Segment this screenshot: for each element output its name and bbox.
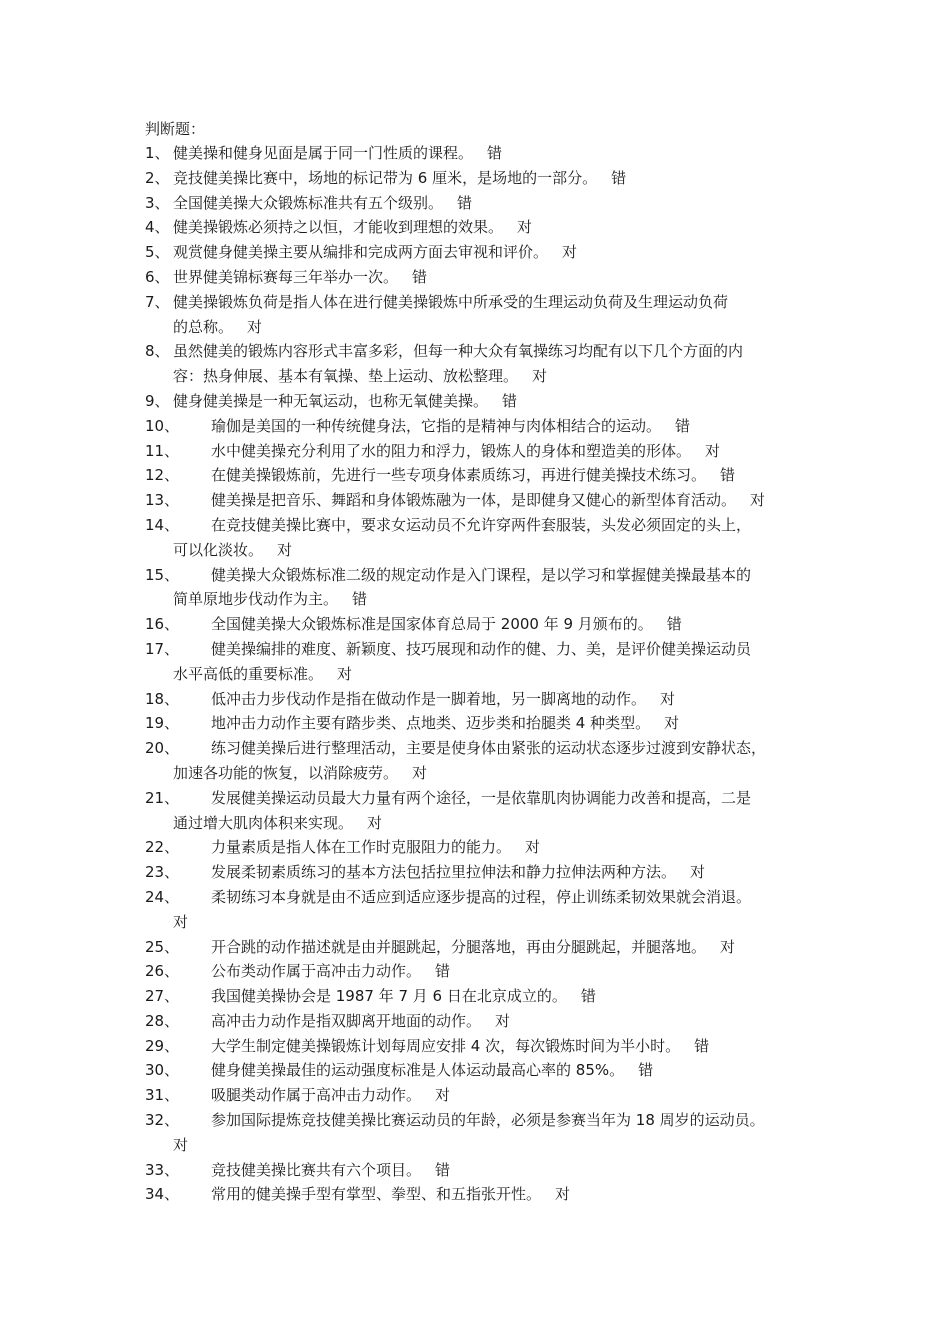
- question-text-continued: 容：热身伸展、基本有氧操、垫上运动、放松整理。: [173, 367, 519, 386]
- answer-mark: 对: [525, 838, 541, 857]
- question-text: 健美操编排的难度、新颖度、技巧展现和动作的健、力、美，是评价健美操运动员: [211, 639, 752, 658]
- question-item: [145, 1108, 815, 1158]
- question-number: 25、: [145, 937, 180, 956]
- answer-mark: 对: [495, 1011, 511, 1030]
- question-number: 18、: [145, 689, 180, 708]
- answer-mark: 对: [690, 863, 706, 882]
- question-item: [145, 1083, 815, 1108]
- answer-mark: 对: [750, 491, 766, 510]
- question-text: 健美操和健身见面是属于同一门性质的课程。: [173, 144, 474, 162]
- question-number: 33、: [145, 1160, 180, 1179]
- question-number: 1、: [145, 144, 170, 162]
- question-item: [145, 339, 815, 389]
- question-text: 健身健美操最佳的运动强度标准是人体运动最高心率的 85%。: [211, 1061, 625, 1080]
- answer-mark: 对: [555, 1185, 571, 1204]
- question-item: [145, 215, 815, 240]
- question-item: [145, 885, 815, 935]
- question-number: 11、: [145, 441, 180, 460]
- question-number: 27、: [145, 987, 180, 1006]
- question-number: 12、: [145, 466, 180, 485]
- answer-mark: 对: [532, 367, 548, 386]
- question-text: 高冲击力动作是指双脚离开地面的动作。: [211, 1011, 482, 1030]
- question-text: 我国健美操协会是 1987 年 7 月 6 日在北京成立的。: [211, 987, 567, 1006]
- answer-mark: 对: [664, 714, 680, 733]
- question-number: 16、: [145, 615, 180, 634]
- question-number: 31、: [145, 1086, 180, 1105]
- question-number: 17、: [145, 639, 180, 658]
- answer-mark: 错: [675, 416, 691, 435]
- question-text: 公布类动作属于高冲击力动作。: [211, 962, 422, 981]
- question-number: 26、: [145, 962, 180, 981]
- question-text: 开合跳的动作描述就是由并腿跳起，分腿落地，再由分腿跳起，并腿落地。: [211, 937, 707, 956]
- question-text: 世界健美锦标赛每三年举办一次。: [173, 267, 399, 286]
- question-item: [145, 835, 815, 860]
- question-item: [145, 786, 815, 836]
- question-number: 8、: [145, 342, 170, 361]
- question-number: 13、: [145, 491, 180, 510]
- answer-mark: 对: [562, 243, 578, 262]
- question-number: 15、: [145, 565, 180, 584]
- question-number: 32、: [145, 1111, 180, 1130]
- answer-mark: 错: [435, 1160, 451, 1179]
- answer-mark: 对: [517, 218, 533, 237]
- answer-mark: 对: [173, 912, 189, 931]
- question-text: 在健美操锻炼前，先进行一些专项身体素质练习，再进行健美操技术练习。: [211, 466, 707, 485]
- question-text: 参加国际提炼竞技健美操比赛运动员的年龄，必须是参赛当年为 18 周岁的运动员。: [211, 1111, 765, 1130]
- question-number: 4、: [145, 218, 170, 237]
- question-item: [145, 984, 815, 1009]
- question-text: 低冲击力步伐动作是指在做动作是一脚着地，另一脚离地的动作。: [211, 689, 647, 708]
- question-item: [145, 1058, 815, 1083]
- question-item: [145, 414, 815, 439]
- question-item: [145, 1009, 815, 1034]
- answer-mark: 错: [580, 987, 596, 1006]
- question-text-continued: 水平高低的重要标准。: [173, 664, 324, 683]
- question-text: 健美操大众锻炼标准二级的规定动作是入门课程，是以学习和掌握健美操最基本的: [211, 565, 752, 584]
- question-text: 观赏健身健美操主要从编排和完成两方面去审视和评价。: [173, 243, 549, 262]
- question-item: [145, 166, 815, 191]
- question-text-continued: 简单原地步伐动作为主。: [173, 590, 339, 609]
- question-number: 28、: [145, 1011, 180, 1030]
- question-item: [145, 935, 815, 960]
- question-text: 健身健美操是一种无氧运动，也称无氧健美操。: [173, 391, 489, 410]
- question-item: [145, 265, 815, 290]
- question-number: 5、: [145, 243, 170, 262]
- answer-mark: 错: [611, 168, 627, 187]
- question-item: [145, 687, 815, 712]
- answer-mark: 错: [487, 144, 503, 162]
- question-number: 34、: [145, 1185, 180, 1204]
- section-heading: 判断题：: [145, 120, 206, 138]
- question-item: [145, 860, 815, 885]
- question-text: 水中健美操充分利用了水的阻力和浮力，锻炼人的身体和塑造美的形体。: [211, 441, 692, 460]
- question-number: 14、: [145, 515, 180, 534]
- question-text-continued: 加速各功能的恢复，以消除疲劳。: [173, 763, 399, 782]
- question-item: [145, 463, 815, 488]
- question-item: [145, 389, 815, 414]
- answer-mark: 错: [666, 615, 682, 634]
- answer-mark: 对: [435, 1086, 451, 1105]
- question-item: [145, 191, 815, 216]
- question-item: [145, 736, 815, 786]
- answer-mark: 错: [435, 962, 451, 981]
- question-text-continued: 的总称。: [173, 317, 234, 336]
- question-item: [145, 513, 815, 563]
- question-item: [145, 1034, 815, 1059]
- question-text: 大学生制定健美操锻炼计划每周应安排 4 次，每次锻炼时间为半小时。: [211, 1036, 681, 1055]
- question-number: 3、: [145, 193, 170, 212]
- question-item: [145, 612, 815, 637]
- question-item: [145, 637, 815, 687]
- question-text: 瑜伽是美国的一种传统健身法，它指的是精神与肉体相结合的运动。: [211, 416, 662, 435]
- question-item: [145, 141, 815, 166]
- question-text: 竞技健美操比赛中，场地的标记带为 6 厘米，是场地的一部分。: [173, 168, 598, 187]
- question-text: 全国健美操大众锻炼标准是国家体育总局于 2000 年 9 月颁布的。: [211, 615, 653, 634]
- answer-mark: 错: [457, 193, 473, 212]
- question-number: 24、: [145, 887, 180, 906]
- question-text: 力量素质是指人体在工作时克服阻力的能力。: [211, 838, 512, 857]
- question-text: 常用的健美操手型有掌型、拳型、和五指张开性。: [211, 1185, 542, 1204]
- question-number: 23、: [145, 863, 180, 882]
- question-item: [145, 563, 815, 613]
- answer-mark: 对: [720, 937, 736, 956]
- question-text: 健美操锻炼必须持之以恒，才能收到理想的效果。: [173, 218, 504, 237]
- question-number: 30、: [145, 1061, 180, 1080]
- question-text: 在竞技健美操比赛中，要求女运动员不允许穿两件套服装，头发必须固定的头上，: [211, 515, 752, 534]
- question-item: [145, 290, 815, 340]
- question-text-continued: 通过增大肌肉体积来实现。: [173, 813, 354, 832]
- question-number: 6、: [145, 267, 170, 286]
- question-text: 柔韧练习本身就是由不适应到适应逐步提高的过程，停止训练柔韧效果就会消退。: [211, 887, 752, 906]
- answer-mark: 错: [720, 466, 736, 485]
- question-number: 10、: [145, 416, 180, 435]
- question-item: [145, 959, 815, 984]
- question-item: [145, 711, 815, 736]
- answer-mark: 对: [247, 317, 263, 336]
- question-text: 竞技健美操比赛共有六个项目。: [211, 1160, 422, 1179]
- answer-mark: 对: [173, 1135, 189, 1154]
- question-text: 练习健美操后进行整理活动，主要是使身体由紧张的运动状态逐步过渡到安静状态，: [211, 739, 767, 758]
- question-text: 健美操是把音乐、舞蹈和身体锻炼融为一体，是即健身又健心的新型体育活动。: [211, 491, 737, 510]
- answer-mark: 对: [367, 813, 383, 832]
- question-list: [145, 141, 815, 1207]
- question-number: 19、: [145, 714, 180, 733]
- question-number: 9、: [145, 391, 170, 410]
- question-number: 21、: [145, 788, 180, 807]
- question-number: 7、: [145, 292, 170, 311]
- answer-mark: 错: [412, 267, 428, 286]
- question-number: 22、: [145, 838, 180, 857]
- question-number: 2、: [145, 168, 170, 187]
- answer-mark: 对: [660, 689, 676, 708]
- answer-mark: 错: [694, 1036, 710, 1055]
- question-number: 20、: [145, 739, 180, 758]
- question-number: 29、: [145, 1036, 180, 1055]
- question-text: 虽然健美的锻炼内容形式丰富多彩，但每一种大众有氧操练习均配有以下几个方面的内: [173, 342, 744, 361]
- question-item: [145, 1158, 815, 1183]
- answer-mark: 对: [412, 763, 428, 782]
- answer-mark: 对: [277, 540, 293, 559]
- question-item: [145, 439, 815, 464]
- question-text: 发展健美操运动员最大力量有两个途径，一是依靠肌肉协调能力改善和提高，二是: [211, 788, 752, 807]
- question-text: 健美操锻炼负荷是指人体在进行健美操锻炼中所承受的生理运动负荷及生理运动负荷: [173, 292, 729, 311]
- question-item: [145, 488, 815, 513]
- question-text: 发展柔韧素质练习的基本方法包括拉里拉伸法和静力拉伸法两种方法。: [211, 863, 677, 882]
- question-text: 地冲击力动作主要有踏步类、点地类、迈步类和抬腿类 4 种类型。: [211, 714, 651, 733]
- question-text-continued: 可以化淡妆。: [173, 540, 264, 559]
- question-item: [145, 1182, 815, 1207]
- question-text: 全国健美操大众锻炼标准共有五个级别。: [173, 193, 444, 212]
- answer-mark: 对: [337, 664, 353, 683]
- question-item: [145, 240, 815, 265]
- answer-mark: 错: [352, 590, 368, 609]
- answer-mark: 错: [638, 1061, 654, 1080]
- answer-mark: 错: [502, 391, 518, 410]
- answer-mark: 对: [705, 441, 721, 460]
- question-text: 吸腿类动作属于高冲击力动作。: [211, 1086, 422, 1105]
